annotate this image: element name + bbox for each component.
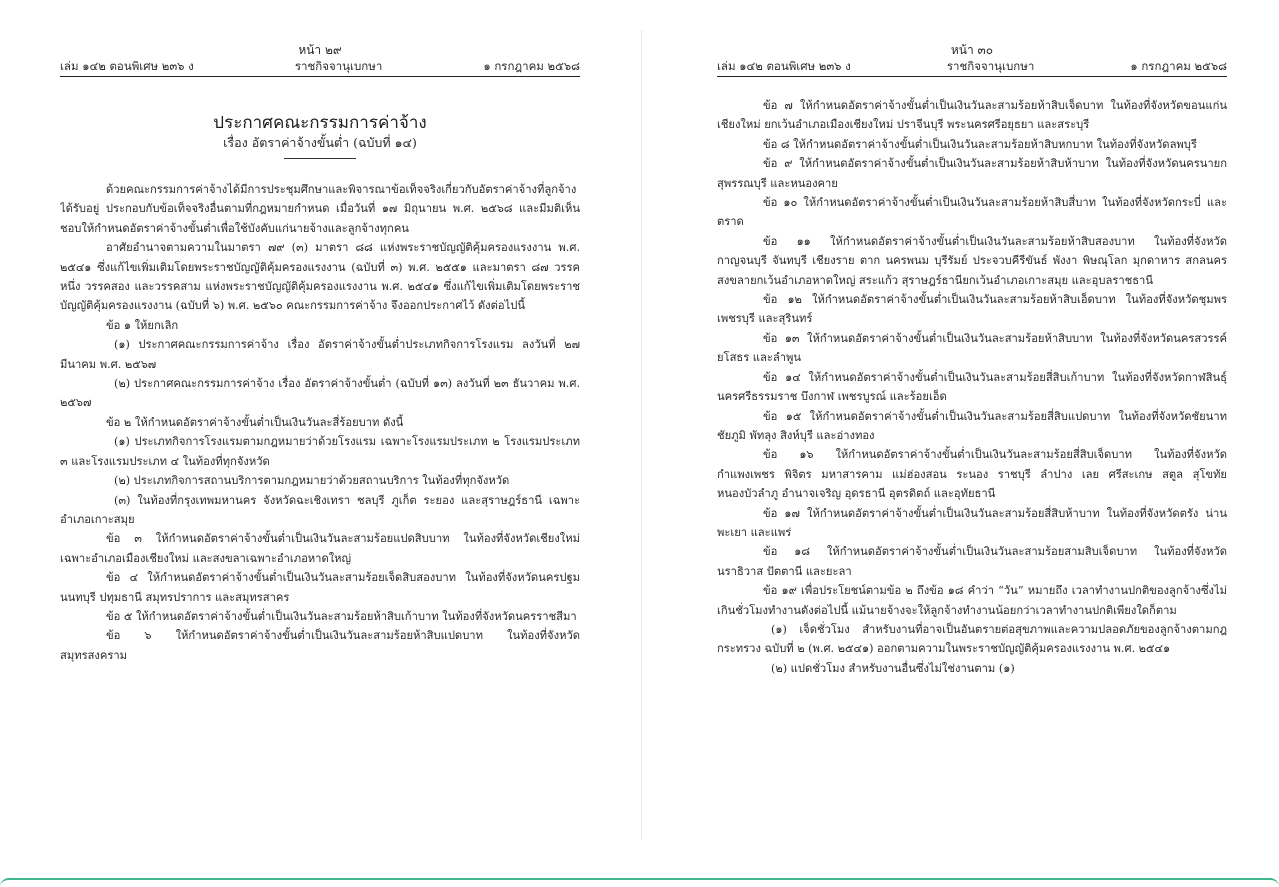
clause: ข้อ ๕ ให้กำหนดอัตราค่าจ้างขั้นต่ำเป็นเงินวันละสามร้อยห้าสิบเก้าบาท ในท้องที่จังหวัดนครราชสีมา — [106, 609, 577, 623]
sub-clause: (๒) แปดชั่วโมง สำหรับงานอื่นซึ่งไม่ใช่งานตาม (๑) — [771, 661, 1015, 675]
paragraph: อาศัยอำนาจตามความในมาตรา ๗๙ (๓) มาตรา ๘๘ แห่งพระราชบัญญัติคุ้มครองแรงงาน พ.ศ. ๒๕๔๑ ซึ่งแก้ไขเพิ่มเติมโดยพระราชบัญญัติคุ้มครองแรงงาน (ฉบับที่ ๓) พ.ศ. ๒๕๕๑ และมาตรา ๘๗ วรรคหนึ่ง วรรคสอง และวรรคสาม แห่งพระราชบัญญัติคุ้มครองแรงงาน พ.ศ. ๒๕๔๑ ซึ่งแก้ไขเพิ่มเติมโดยพระราชบัญญัติคุ้มครองแรงงาน (ฉบับที่ ๖) พ.ศ. ๒๕๖๐ คณะกรรมการค่าจ้าง จึงออกประกาศไว้ ดังต่อไปนี้ — [60, 241, 580, 313]
volume-issue: เล่ม ๑๔๒ ตอนพิเศษ ๒๓๖ ง — [60, 59, 194, 73]
gazette-name: ราชกิจจานุเบกษา — [946, 59, 1035, 73]
clause: ข้อ ๙ ให้กำหนดอัตราค่าจ้างขั้นต่ำเป็นเงินวันละสามร้อยห้าสิบห้าบาท ในท้องที่จังหวัดนครนายก สุพรรณบุรี และหนองคาย — [717, 157, 1227, 190]
clause: ข้อ ๒ ให้กำหนดอัตราค่าจ้างขั้นต่ำเป็นเงินวันละสี่ร้อยบาท ดังนี้ — [106, 415, 404, 429]
clause: ข้อ ๑๒ ให้กำหนดอัตราค่าจ้างขั้นต่ำเป็นเงินวันละสามร้อยห้าสิบเอ็ดบาท ในท้องที่จังหวัดชุมพร เพชรบุรี และสุรินทร์ — [717, 293, 1227, 326]
clause: ข้อ ๑๙ เพื่อประโยชน์ตามข้อ ๒ ถึงข้อ ๑๘ คำว่า “วัน” หมายถึง เวลาทำงานปกติของลูกจ้างซึ่งไม่เกินชั่วโมงทำงานดังต่อไปนี้ แม้นายจ้างจะให้ลูกจ้างทำงานน้อยกว่าเวลาทำงานปกติเพียงใดก็ตาม — [717, 584, 1227, 617]
clause: ข้อ ๑๐ ให้กำหนดอัตราค่าจ้างขั้นต่ำเป็นเงินวันละสามร้อยห้าสิบสี่บาท ในท้องที่จังหวัดกระบี่ และตราด — [717, 196, 1227, 229]
clause: ข้อ ๑๓ ให้กำหนดอัตราค่าจ้างขั้นต่ำเป็นเงินวันละสามร้อยห้าสิบบาท ในท้องที่จังหวัดนครสวรรค์ ยโสธร และลำพูน — [717, 331, 1227, 365]
sub-clause: (๑) ประกาศคณะกรรมการค่าจ้าง เรื่อง อัตราค่าจ้างขั้นต่ำประเภทกิจการโรงแรม ลงวันที่ ๒๗ มีนาคม พ.ศ. ๒๕๖๗ — [60, 338, 580, 371]
page-gutter — [641, 30, 642, 840]
announcement-subject: เรื่อง อัตราค่าจ้างขั้นต่ำ (ฉบับที่ ๑๔) — [223, 135, 417, 150]
page-header — [717, 42, 1227, 77]
gazette-name: ราชกิจจานุเบกษา — [294, 59, 383, 73]
page-number: หน้า ๓๐ — [950, 43, 994, 57]
page-body — [717, 96, 1227, 678]
clause: ข้อ ๑๑ ให้กำหนดอัตราค่าจ้างขั้นต่ำเป็นเงินวันละสามร้อยห้าสิบสองบาท ในท้องที่จังหวัดกาญจนบุรี จันทบุรี เชียงราย ตาก นครพนม บุรีรัมย์ ประจวบคีรีขันธ์ พังงา พิษณุโลก มุกดาหาร สกลนคร สงขลายกเว้นอำเภอหาดใหญ่ สระแก้ว สุราษฎร์ธานียกเว้นอำเภอเกาะสมุย และอุบลราชธานี — [717, 234, 1227, 287]
clause: ข้อ ๑๔ ให้กำหนดอัตราค่าจ้างขั้นต่ำเป็นเงินวันละสามร้อยสี่สิบเก้าบาท ในท้องที่จังหวัดกาฬสินธุ์ นครศรีธรรมราช บึงกาฬ เพชรบูรณ์ และร้อยเอ็ด — [717, 370, 1227, 404]
sub-clause: (๒) ประกาศคณะกรรมการค่าจ้าง เรื่อง อัตราค่าจ้างขั้นต่ำ (ฉบับที่ ๑๓) ลงวันที่ ๒๓ ธันวาคม พ.ศ. ๒๕๖๗ — [60, 377, 580, 410]
clause: ข้อ ๑๗ ให้กำหนดอัตราค่าจ้างขั้นต่ำเป็นเงินวันละสามร้อยสี่สิบห้าบาท ในท้องที่จังหวัดตรัง น่าน พะเยา และแพร่ — [717, 506, 1227, 539]
publish-date: ๑ กรกฎาคม ๒๕๖๘ — [483, 59, 580, 73]
clause: ข้อ ๗ ให้กำหนดอัตราค่าจ้างขั้นต่ำเป็นเงินวันละสามร้อยห้าสิบเจ็ดบาท ในท้องที่จังหวัดขอนแก่น เชียงใหม่ ยกเว้นอำเภอเมืองเชียงใหม่ ปราจีนบุรี พระนครศรีอยุธยา และสระบุรี — [717, 99, 1227, 132]
sub-clause: (๓) ในท้องที่กรุงเทพมหานคร จังหวัดฉะเชิงเทรา ชลบุรี ภูเก็ต ระยอง และสุราษฎร์ธานี เฉพาะอำเภอเกาะสมุย — [60, 493, 580, 526]
sub-clause: (๑) เจ็ดชั่วโมง สำหรับงานที่อาจเป็นอันตรายต่อสุขภาพและความปลอดภัยของลูกจ้างตามกฎกระทรวง ฉบับที่ ๒ (พ.ศ. ๒๕๔๑) ออกตามความในพระราชบัญญัติคุ้มครองแรงงาน พ.ศ. ๒๕๔๑ — [717, 622, 1227, 656]
publish-date: ๑ กรกฎาคม ๒๕๖๘ — [1130, 59, 1227, 73]
paragraph: ด้วยคณะกรรมการค่าจ้างได้มีการประชุมศึกษาและพิจารณาข้อเท็จจริงเกี่ยวกับอัตราค่าจ้างที่ลูกจ้างได้รับอยู่ ประกอบกับข้อเท็จจริงอื่นตามที่กฎหมายกำหนด เมื่อวันที่ ๑๗ มิถุนายน พ.ศ. ๒๕๖๘ และมีมติเห็นชอบให้กำหนดอัตราค่าจ้างขั้นต่ำเพื่อใช้บังคับแก่นายจ้างและลูกจ้างทุกคน — [60, 183, 580, 235]
gazette-page-29 — [0, 0, 640, 850]
clause: ข้อ ๔ ให้กำหนดอัตราค่าจ้างขั้นต่ำเป็นเงินวันละสามร้อยเจ็ดสิบสองบาท ในท้องที่จังหวัดนครปฐม นนทบุรี ปทุมธานี สมุทรปราการ และสมุทรสาคร — [60, 571, 580, 604]
clause: ข้อ ๑๖ ให้กำหนดอัตราค่าจ้างขั้นต่ำเป็นเงินวันละสามร้อยสี่สิบเจ็ดบาท ในท้องที่จังหวัดกำแพงเพชร พิจิตร มหาสารคาม แม่ฮ่องสอน ระนอง ราชบุรี ลำปาง เลย ศรีสะเกษ สตูล สุโขทัย หนองบัวลำภู อำนาจเจริญ อุดรธานี อุตรดิตถ์ และอุทัยธานี — [717, 448, 1227, 501]
page-body — [60, 180, 580, 665]
title-divider — [284, 158, 356, 159]
page-number: หน้า ๒๙ — [298, 43, 342, 57]
clause: ข้อ ๘ ให้กำหนดอัตราค่าจ้างขั้นต่ำเป็นเงินวันละสามร้อยห้าสิบหกบาท ในท้องที่จังหวัดลพบุรี — [763, 137, 1197, 151]
bottom-accent-bar — [0, 878, 1279, 887]
volume-issue: เล่ม ๑๔๒ ตอนพิเศษ ๒๓๖ ง — [717, 59, 851, 73]
header-line — [717, 58, 1227, 77]
header-line — [60, 58, 580, 77]
clause: ข้อ ๓ ให้กำหนดอัตราค่าจ้างขั้นต่ำเป็นเงินวันละสามร้อยแปดสิบบาท ในท้องที่จังหวัดเชียงใหม่เฉพาะอำเภอเมืองเชียงใหม่ และสงขลาเฉพาะอำเภอหาดใหญ่ — [60, 532, 580, 565]
clause: ข้อ ๖ ให้กำหนดอัตราค่าจ้างขั้นต่ำเป็นเงินวันละสามร้อยห้าสิบแปดบาท ในท้องที่จังหวัดสมุทรสงคราม — [60, 629, 580, 662]
clause: ข้อ ๑๕ ให้กำหนดอัตราค่าจ้างขั้นต่ำเป็นเงินวันละสามร้อยสี่สิบแปดบาท ในท้องที่จังหวัดชัยนาท ชัยภูมิ พัทลุง สิงห์บุรี และอ่างทอง — [717, 409, 1227, 442]
announcement-title: ประกาศคณะกรรมการค่าจ้าง — [213, 113, 427, 133]
sub-clause: (๒) ประเภทกิจการสถานบริการตามกฎหมายว่าด้วยสถานบริการ ในท้องที่ทุกจังหวัด — [114, 474, 510, 488]
page-header — [60, 42, 580, 77]
gazette-page-30 — [644, 0, 1279, 850]
clause: ข้อ ๑ ให้ยกเลิก — [106, 318, 179, 332]
clause: ข้อ ๑๘ ให้กำหนดอัตราค่าจ้างขั้นต่ำเป็นเงินวันละสามร้อยสามสิบเจ็ดบาท ในท้องที่จังหวัดนราธิวาส ปัตตานี และยะลา — [717, 545, 1227, 578]
announcement-title-block — [60, 112, 580, 159]
sub-clause: (๑) ประเภทกิจการโรงแรมตามกฎหมายว่าด้วยโรงแรม เฉพาะโรงแรมประเภท ๒ โรงแรมประเภท ๓ และโรงแรมประเภท ๔ ในท้องที่ทุกจังหวัด — [60, 435, 580, 468]
